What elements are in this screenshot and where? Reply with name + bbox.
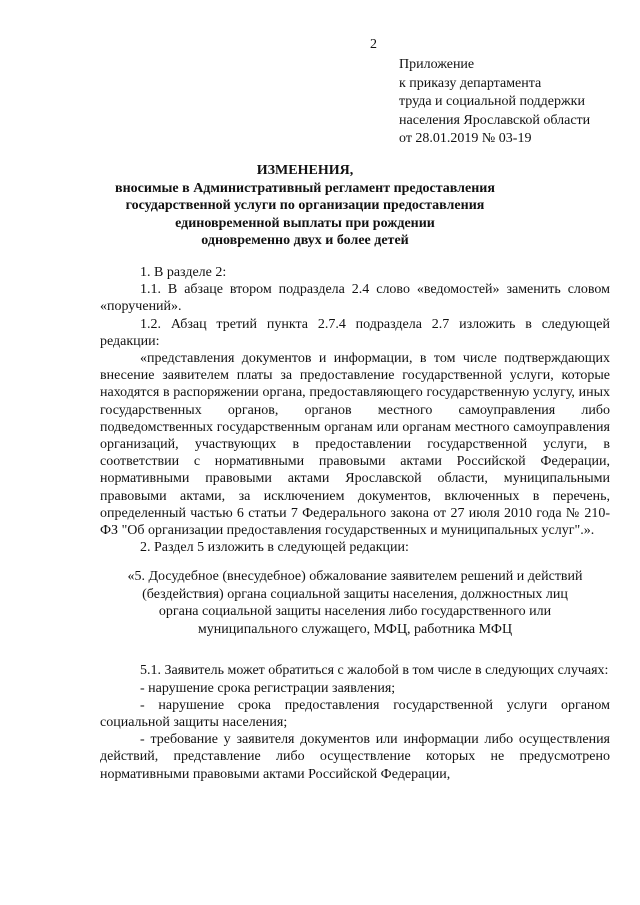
- section-title-line: (бездействия) органа социальной защиты населения, должностных лиц: [142, 586, 568, 602]
- document-body: [100, 264, 610, 783]
- page-number: 2: [370, 37, 377, 52]
- heading-line: единовременной выплаты при рождении: [175, 215, 435, 231]
- quoted-text: «представления документов и информации, в том числе подтверждающих внесение заявителем платы за предоставление государственной услуги, которые находятся в распоряжении органа, предоставляющего государственную услугу, иных государственных органов, органов местного самоуправления либо подведомственных государственным органам или органам местного самоуправления организаций, участвующих в предоставлении государственной услуги, в соответствии с нормативными правовыми актами Российской Федерации, нормативными правовыми актами Ярославской области, муниципальными правовыми актами, за исключением документов, включенных в перечень, определенный частью 6 статьи 7 Федерального закона от 27 июля 2010 года № 210-ФЗ "Об организации предоставления государственных и муниципальных услуг".».: [100, 351, 610, 539]
- paragraph-1-1: 1.1. В абзаце втором подраздела 2.4 слово «ведомостей» заменить словом «поручений».: [100, 282, 610, 315]
- list-item: - нарушение срока регистрации заявления;: [140, 680, 396, 696]
- heading-line: ИЗМЕНЕНИЯ,: [256, 163, 354, 178]
- heading-line: государственной услуги по организации предоставления: [125, 198, 485, 213]
- heading-line: одновременно двух и более детей: [201, 233, 409, 248]
- appendix-line: от 28.01.2019 № 03-19: [399, 131, 532, 146]
- appendix-line: к приказу департамента: [399, 75, 542, 91]
- appendix-line: труда и социальной поддержки: [399, 94, 585, 109]
- appendix-line: населения Ярославской области: [399, 112, 591, 128]
- document-heading: [100, 162, 510, 250]
- paragraph-1-2: 1.2. Абзац третий пункта 2.7.4 подраздела 2.7 изложить в следующей редакции:: [100, 316, 610, 349]
- paragraph-2: 2. Раздел 5 изложить в следующей редакции:: [140, 540, 409, 556]
- section-title-line: органа социальной защиты населения либо государственного или: [158, 604, 552, 620]
- appendix-line: Приложение: [399, 57, 475, 72]
- list-item: - нарушение срока предоставления государственной услуги органом социальной защиты населения;: [100, 697, 610, 731]
- appendix-block: [399, 56, 619, 149]
- section-title-line: «5. Досудебное (внесудебное) обжалование заявителем решений и действий: [127, 569, 583, 585]
- section-title-line: муниципального служащего, МФЦ, работника МФЦ: [197, 621, 513, 637]
- paragraph-1: 1. В разделе 2:: [140, 265, 227, 280]
- list-item: - требование у заявителя документов или информации либо осуществления действий, представление либо осуществление которых не предусмотрено нормативными правовыми актами Российской Федерации,: [100, 732, 610, 782]
- paragraph-5-1: 5.1. Заявитель может обратиться с жалобой в том числе в следующих случаях:: [140, 663, 609, 679]
- section-5-title: [100, 568, 610, 638]
- heading-line: вносимые в Административный регламент предоставления: [115, 180, 495, 196]
